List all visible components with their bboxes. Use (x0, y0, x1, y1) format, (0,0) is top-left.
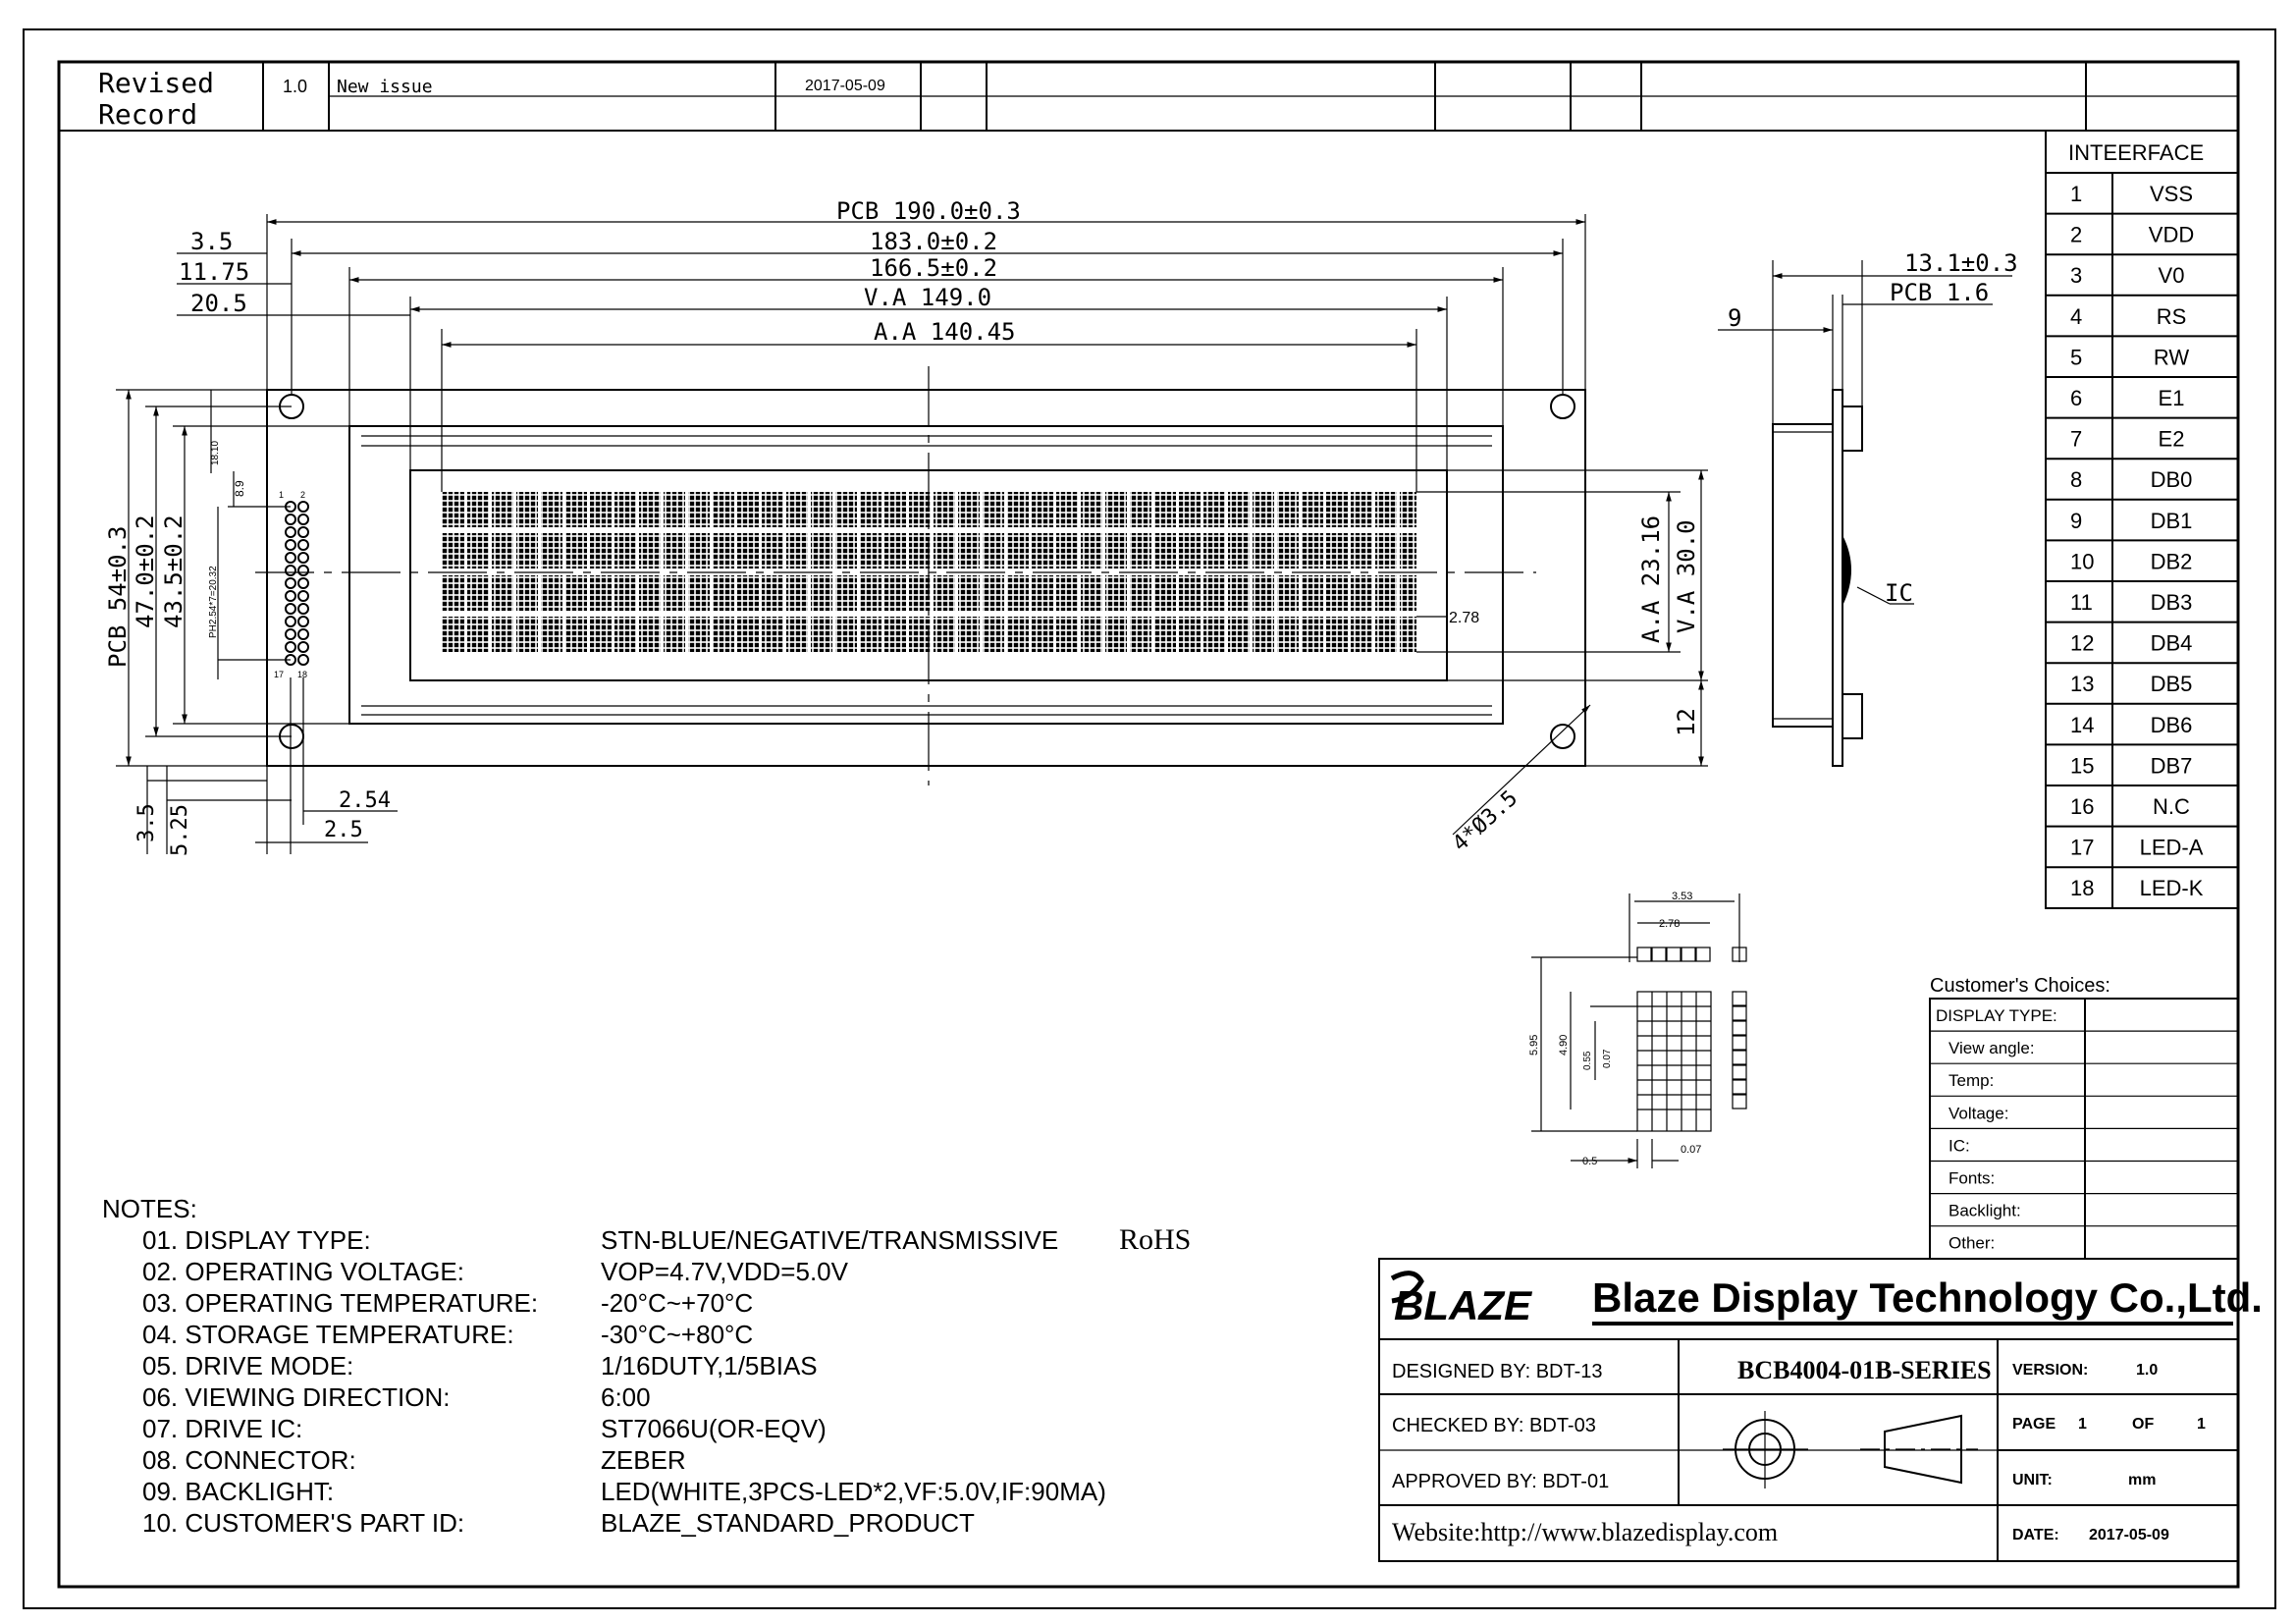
revision-block (59, 62, 2238, 131)
dim-bezel-width: 166.5±0.2 (870, 254, 998, 282)
interface-pin-name: VSS (2149, 182, 2194, 206)
designed-by: DESIGNED BY: BDT-13 (1392, 1361, 1603, 1382)
interface-pin-number: 17 (2070, 835, 2095, 860)
side-dim-pcb: PCB 1.6 (1890, 279, 1990, 306)
interface-pin-name: E1 (2158, 386, 2185, 410)
customer-choices-title: Customer's Choices: (1930, 975, 2110, 997)
detail-dim-dot-pitch: 0.55 (1582, 1051, 1593, 1070)
note-label: 08. CONNECTOR: (142, 1445, 356, 1475)
revision-label-line2: Record (98, 98, 198, 131)
customer-choice-label: Voltage: (1949, 1104, 2009, 1123)
interface-pin-number: 3 (2070, 263, 2083, 289)
pin-label-17: 17 (274, 670, 285, 679)
dim-pin-first: 8.9 (233, 480, 246, 497)
mounting-hole (1551, 395, 1575, 418)
note-value: BLAZE_STANDARD_PRODUCT (601, 1508, 975, 1538)
dim-hole-bottom2: 5.25 (168, 804, 192, 856)
note-label: 05. DRIVE MODE: (142, 1351, 354, 1380)
interface-pin-number: 11 (2070, 590, 2093, 615)
interface-pin-number: 8 (2070, 467, 2083, 493)
customer-choice-label: Backlight: (1949, 1201, 2021, 1220)
revision-label-line1: Revised (98, 67, 215, 99)
interface-pin-number: 7 (2070, 426, 2083, 452)
version-label: VERSION: (2012, 1362, 2089, 1379)
dim-bottom: 12 (1673, 708, 1700, 736)
interface-pin-number: 1 (2070, 182, 2083, 206)
note-value: -30°C~+80°C (601, 1320, 754, 1349)
revision-date: 2017-05-09 (805, 78, 885, 94)
dim-aa-width: A.A 140.45 (874, 318, 1016, 346)
detail-dim-char-width: 3.53 (1672, 891, 1693, 902)
interface-pin-number: 14 (2070, 712, 2095, 737)
side-dim-module: 9 (1728, 304, 1742, 332)
title-block (1379, 1259, 2263, 1561)
side-pcb (1833, 390, 1842, 766)
detail-dim-dot-size: 0.07 (1602, 1049, 1613, 1068)
interface-pin-number: 12 (2070, 630, 2095, 656)
interface-pin-number: 9 (2070, 508, 2083, 533)
dim-bezel-height: 43.5±0.2 (160, 514, 187, 628)
note-value: VOP=4.7V,VDD=5.0V (601, 1257, 848, 1286)
dim-va-width: V.A 149.0 (864, 284, 992, 311)
note-suffix: RoHS (1119, 1223, 1192, 1256)
date-label: DATE: (2012, 1527, 2059, 1543)
notes (102, 1194, 1191, 1538)
note-label: 01. DISPLAY TYPE: (142, 1225, 371, 1255)
note-label: 03. OPERATING TEMPERATURE: (142, 1288, 539, 1318)
dim-bezel-offset: 11.75 (179, 258, 250, 286)
customer-choice-label: DISPLAY TYPE: (1936, 1006, 2057, 1025)
interface-pin-number: 2 (2070, 222, 2083, 247)
note-label: 10. CUSTOMER'S PART ID: (142, 1508, 465, 1538)
customer-choice-label: IC: (1949, 1136, 1970, 1156)
side-connector (1842, 694, 1862, 738)
front-view (104, 197, 1708, 856)
interface-pin-number: 16 (2070, 794, 2095, 819)
interface-pin-name: DB2 (2150, 549, 2193, 574)
interface-pin-name: DB4 (2150, 630, 2193, 656)
interface-pin-name: DB1 (2150, 508, 2193, 533)
interface-pin-number: 13 (2070, 672, 2095, 697)
note-value: -20°C~+70°C (601, 1288, 754, 1318)
interface-pin-name: DB5 (2150, 672, 2193, 697)
character-detail (1528, 891, 1746, 1168)
checked-by: CHECKED BY: BDT-03 (1392, 1415, 1596, 1436)
detail-dim-gap-right: 0.07 (1681, 1144, 1702, 1156)
note-label: 06. VIEWING DIRECTION: (142, 1382, 451, 1412)
side-ic-label: IC (1885, 579, 1913, 607)
dim-outline-height: 47.0±0.2 (132, 514, 159, 628)
interface-title: INTEERFACE (2068, 140, 2205, 165)
page-total: 1 (2197, 1416, 2206, 1433)
dim-char-gap: 2.78 (1449, 610, 1480, 626)
note-value: 1/16DUTY,1/5BIAS (601, 1351, 818, 1380)
note-label: 07. DRIVE IC: (142, 1414, 303, 1443)
note-label: 04. STORAGE TEMPERATURE: (142, 1320, 514, 1349)
blaze-logo (1392, 1273, 1533, 1328)
note-value: STN-BLUE/NEGATIVE/TRANSMISSIVE (601, 1225, 1059, 1255)
interface-pin-number: 10 (2070, 549, 2095, 574)
dim-pin-top: 18.10 (210, 440, 221, 465)
version-value: 1.0 (2136, 1362, 2159, 1379)
detail-dim-dot-height: 4.90 (1558, 1034, 1570, 1056)
customer-choice-label: Other: (1949, 1233, 1996, 1253)
dim-pin-x: 2.5 (324, 818, 363, 842)
page-label: PAGE (2012, 1416, 2056, 1433)
dim-pcb-height: PCB 54±0.3 (104, 525, 132, 668)
interface-table (2046, 131, 2238, 908)
interface-pin-name: N.C (2153, 794, 2190, 819)
interface-pin-name: DB6 (2150, 712, 2193, 737)
dim-pin-note: PH2.54*7=20.32 (208, 566, 219, 638)
dim-pitch: 2.54 (339, 788, 391, 813)
detail-dim-char-height: 5.95 (1528, 1034, 1540, 1056)
interface-pin-number: 5 (2070, 345, 2083, 370)
interface-pin-name: LED-A (2139, 835, 2204, 860)
note-value: ZEBER (601, 1445, 686, 1475)
page-of: OF (2132, 1416, 2155, 1433)
customer-choice-label: View angle: (1949, 1039, 2035, 1058)
pin-label-1: 1 (279, 490, 285, 500)
pin-label-2: 2 (300, 490, 306, 500)
side-view (1718, 249, 2018, 766)
note-label: 09. BACKLIGHT: (142, 1477, 335, 1506)
interface-pin-name: E2 (2158, 426, 2185, 452)
dim-hole-bottom: 3.5 (134, 803, 159, 842)
interface-pin-name: DB7 (2150, 753, 2193, 779)
note-value: 6:00 (601, 1382, 651, 1412)
side-module-body (1773, 424, 1833, 727)
dim-va-offset: 20.5 (190, 290, 247, 317)
page-number: 1 (2078, 1416, 2087, 1433)
company-name: Blaze Display Technology Co.,Ltd. (1592, 1274, 2263, 1321)
detail-dim-dot-width: 2.78 (1659, 918, 1681, 930)
note-value: LED(WHITE,3PCS-LED*2,VF:5.0V,IF:90MA) (601, 1477, 1106, 1506)
interface-pin-name: LED-K (2139, 876, 2204, 901)
detail-dim-gap-left: 0.5 (1582, 1156, 1598, 1167)
side-dim-thickness: 13.1±0.3 (1904, 249, 2018, 277)
unit-value: mm (2128, 1472, 2157, 1489)
revision-version: 1.0 (283, 77, 308, 96)
dim-aa-height: A.A 23.16 (1637, 514, 1665, 643)
unit-label: UNIT: (2012, 1472, 2053, 1489)
side-connector (1842, 406, 1862, 451)
mounting-hole (1551, 725, 1575, 748)
customer-choices (1930, 975, 2238, 1259)
char-dot-grid (1637, 992, 1746, 1131)
interface-pin-number: 4 (2070, 303, 2083, 329)
approved-by: APPROVED BY: BDT-01 (1392, 1471, 1610, 1492)
dim-outline-width: 183.0±0.2 (870, 228, 998, 255)
website: Website:http://www.blazedisplay.com (1392, 1518, 1779, 1546)
date-value: 2017-05-09 (2089, 1527, 2169, 1543)
customer-choice-label: Temp: (1949, 1071, 1995, 1091)
note-value: ST7066U(OR-EQV) (601, 1414, 827, 1443)
interface-pin-name: RW (2153, 345, 2190, 370)
hole-note: 4*Ø3.5 (1448, 785, 1523, 857)
dim-pcb-width: PCB 190.0±0.3 (836, 197, 1021, 225)
dim-hole-offset: 3.5 (190, 228, 234, 255)
logo-text: BLAZE (1394, 1282, 1531, 1328)
part-number: BCB4004-01B-SERIES (1737, 1356, 1992, 1384)
interface-pin-name: VDD (2148, 222, 2195, 247)
note-label: 02. OPERATING VOLTAGE: (142, 1257, 464, 1286)
dim-va-height: V.A 30.0 (1673, 519, 1700, 633)
customer-choice-label: Fonts: (1949, 1168, 1996, 1188)
connector-pins (286, 502, 308, 665)
pin-label-18: 18 (297, 670, 308, 679)
revision-description: New issue (337, 77, 433, 97)
interface-pin-name: DB3 (2150, 590, 2193, 615)
interface-pin-name: DB0 (2150, 467, 2193, 493)
side-ic (1842, 535, 1851, 606)
interface-pin-number: 15 (2070, 753, 2095, 779)
interface-pin-name: V0 (2158, 263, 2185, 289)
interface-pin-number: 6 (2070, 386, 2083, 410)
notes-title: NOTES: (102, 1194, 197, 1223)
interface-pin-number: 18 (2070, 876, 2095, 901)
interface-pin-name: RS (2156, 303, 2187, 329)
